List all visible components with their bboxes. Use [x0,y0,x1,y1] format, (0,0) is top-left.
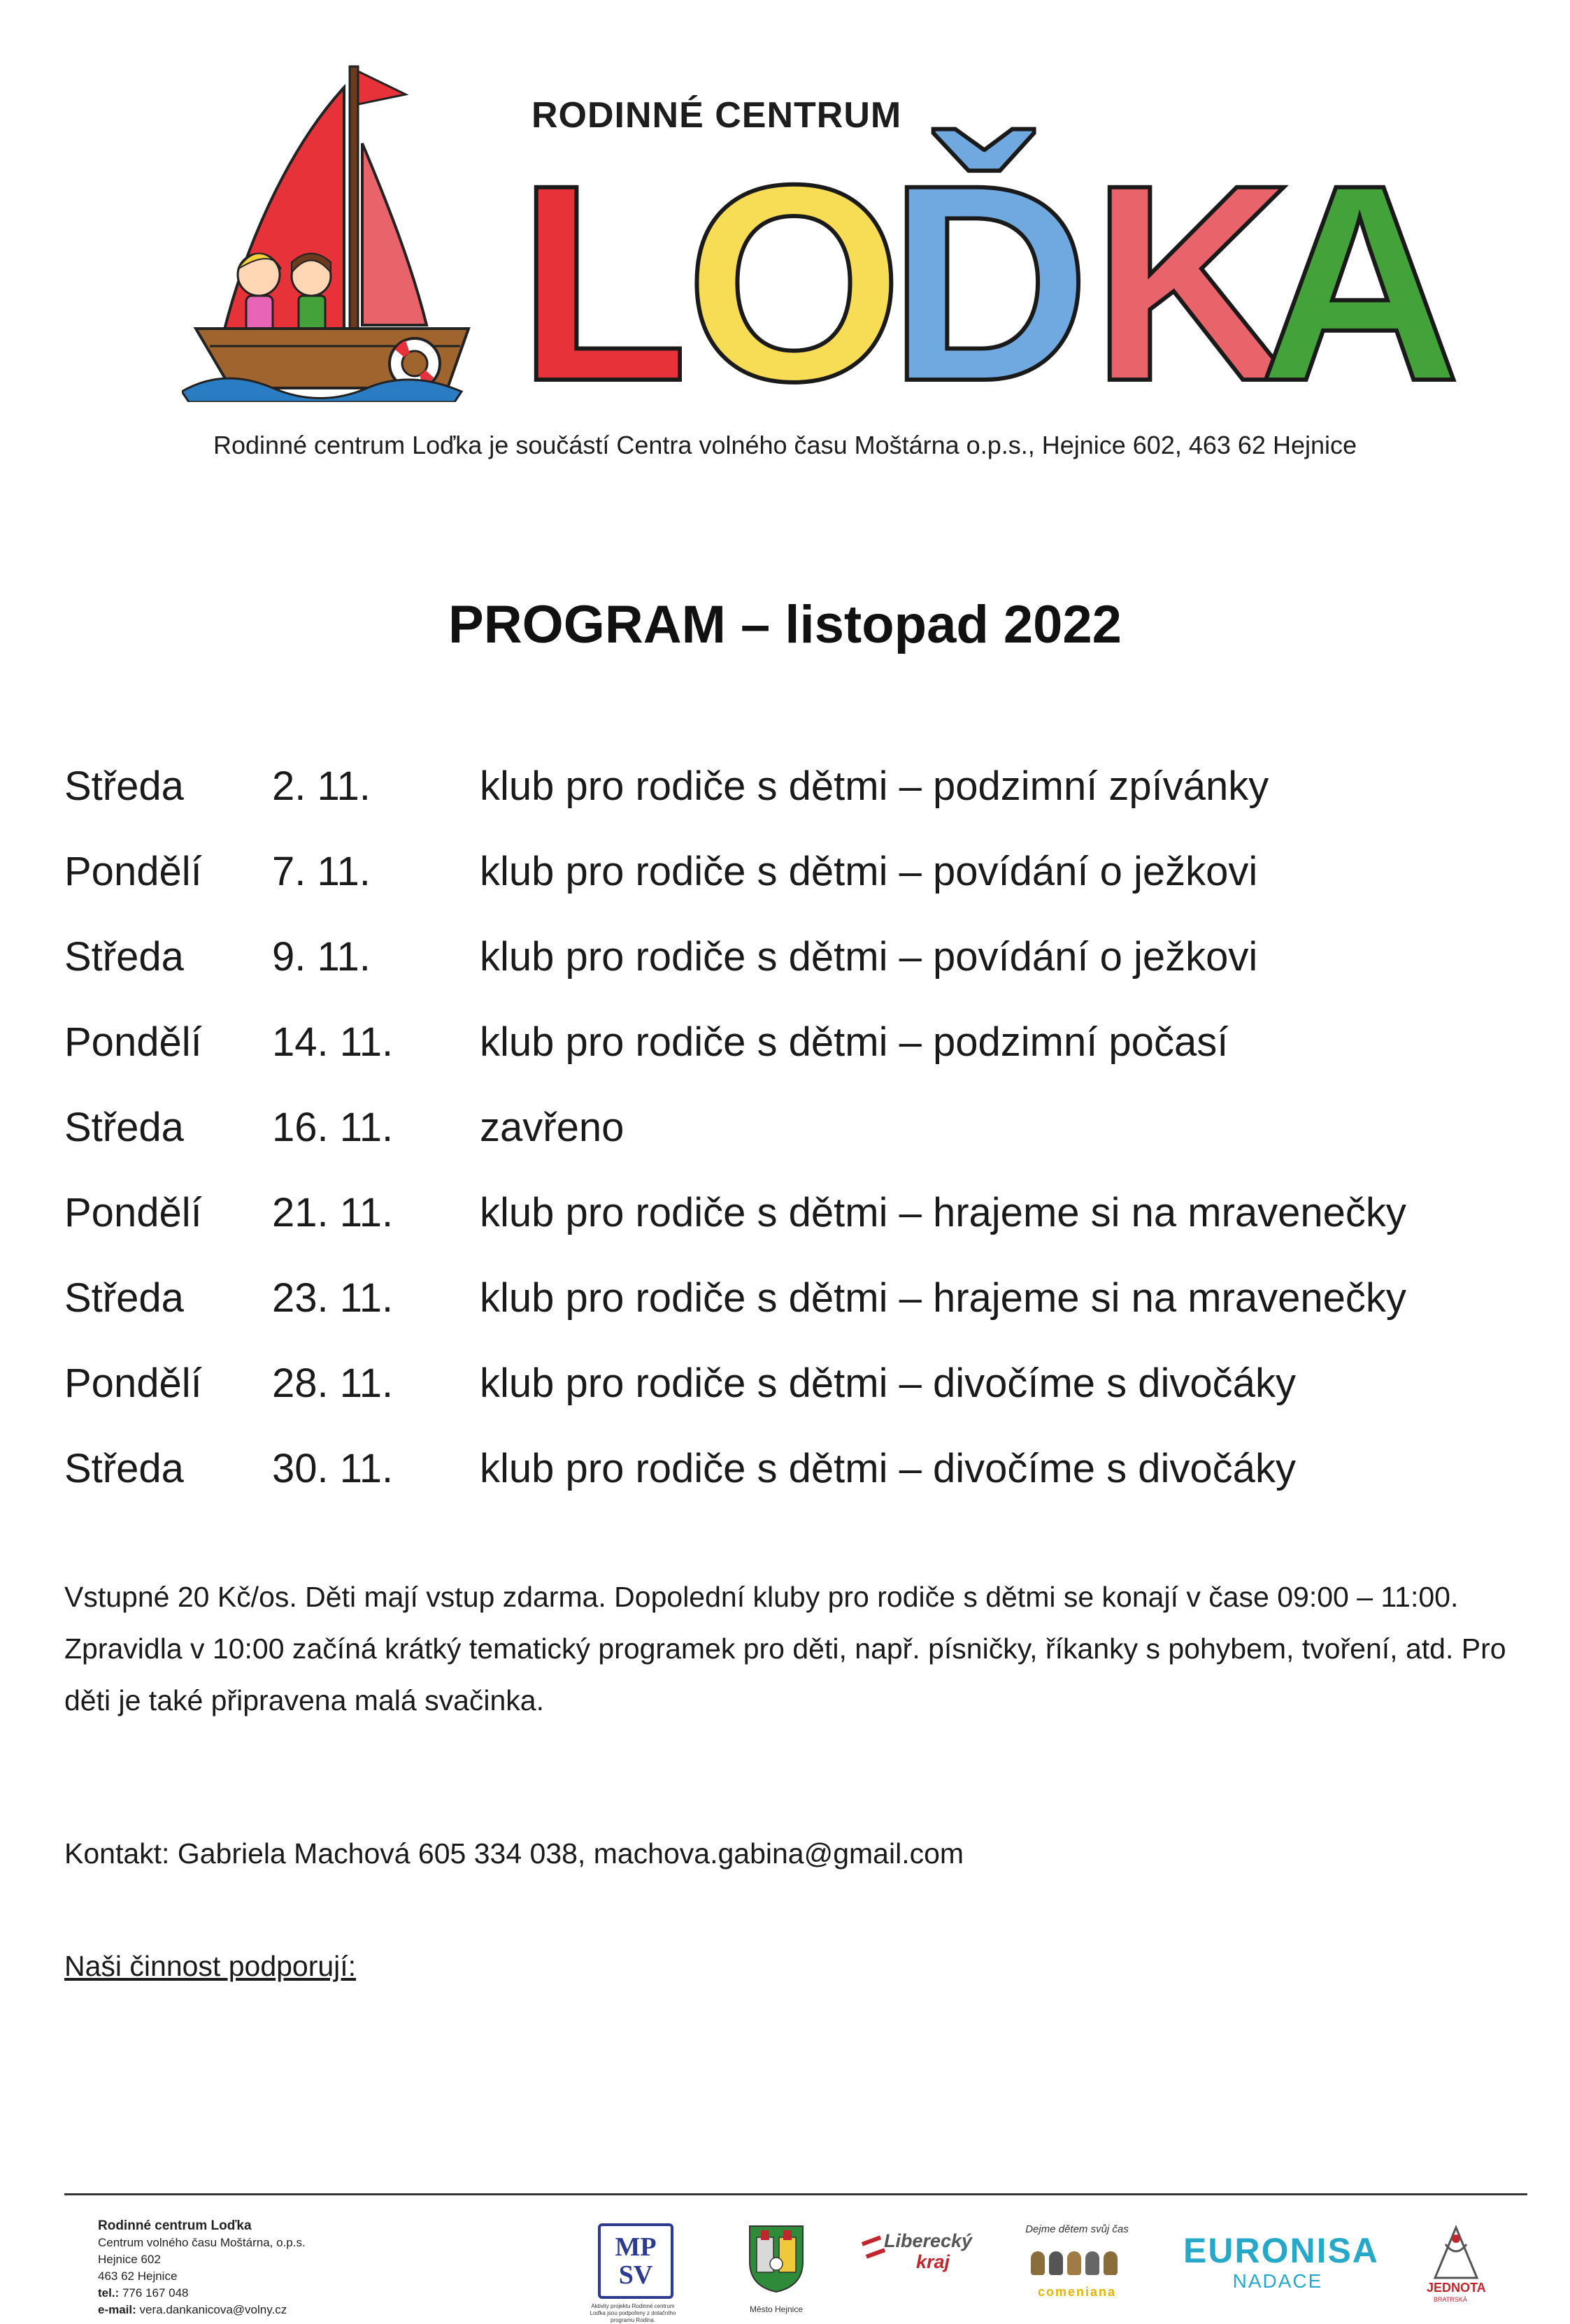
contact-line: Kontakt: Gabriela Machová 605 334 038, machova.gabina@gmail.com [64,1837,964,1870]
footer-phone-label: tel.: [98,2286,120,2300]
schedule-description: klub pro rodiče s dětmi – povídání o ježkovi [480,849,1258,894]
schedule-day: Pondělí [64,1019,202,1065]
brand-letter: L [518,127,689,439]
comeniana-name: comeniana [1037,2285,1117,2299]
schedule-date: 28. 11. [272,1361,394,1406]
footer-email-value: vera.dankanicova@volny.cz [139,2303,287,2316]
schedule-description: klub pro rodiče s dětmi – divočíme s divočáky [480,1361,1296,1406]
schedule-description: zavřeno [480,1105,625,1150]
hejnice-label: Město Hejnice [749,2304,804,2314]
jednota-emblem-icon [1421,2223,1491,2282]
hejnice-coat-of-arms-icon [747,2223,806,2293]
sponsor-logos [0,2223,1570,2321]
euronisa-subtitle: NADACE [1232,2270,1323,2292]
schedule-day: Středa [64,1105,184,1150]
schedule-date: 7. 11. [272,849,371,894]
brand-letter: O [685,127,904,439]
page-title: PROGRAM – listopad 2022 [448,595,1122,654]
schedule-description: klub pro rodiče s dětmi – divočíme s divočáky [480,1446,1296,1491]
liberecky-kraj-text: kraj [916,2251,950,2272]
brand-letter: A [1259,127,1461,439]
footer-org-name: Rodinné centrum Loďka [98,2218,252,2233]
schedule-description: klub pro rodiče s dětmi – podzimní zpívánky [480,763,1269,809]
jednota-subtitle: BRATRSKÁ [1434,2296,1467,2303]
schedule-row [64,840,1533,926]
schedule-date: 21. 11. [272,1190,394,1235]
schedule-day: Středa [64,1275,184,1321]
mpsv-logo-top: MP [615,2232,657,2262]
info-paragraph: Vstupné 20 Kč/os. Děti mají vstup zdarma. Dopolední kluby pro rodiče s dětmi se konají v čase 09:00 – 11:00. Zpravidla v 10:00 začíná krátký tematický programek pro děti, např. písničky, říkanky s pohybem, tvoření, atd. Pro děti je také připravena malá svačinka. [64,1581,1506,1716]
schedule-row [64,1182,1533,1267]
euronisa-logo [1183,2231,1379,2302]
schedule-description: klub pro rodiče s dětmi – podzimní počasí [480,1019,1229,1065]
schedule-date: 14. 11. [272,1019,394,1065]
schedule-day: Středa [64,1446,184,1491]
comeniana-slogan: Dejme dětem svůj čas [1025,2223,1129,2235]
footer-phone-value: 776 167 048 [122,2286,189,2300]
jednota-name: JEDNOTA [1427,2281,1486,2295]
mpsv-logo [598,2223,673,2299]
schedule-row [64,1437,1533,1523]
children-figures-icon [1031,2251,1122,2279]
mpsv-note: Aktivity projektu Rodinné centrum Loďka jsou podpořeny z dotačního programu Rodina. [590,2303,676,2323]
schedule-day: Středa [64,763,184,809]
schedule-date: 16. 11. [272,1105,394,1150]
support-heading: Naši činnost podporují: [64,1950,357,1982]
schedule-row [64,755,1533,840]
liberecky-kraj-text: Liberecký [884,2230,973,2251]
schedule-list [64,755,1533,1523]
schedule-date: 2. 11. [272,763,371,809]
liberecky-kraj-stripe-icon [866,2248,885,2258]
schedule-row [64,1352,1533,1437]
schedule-day: Pondělí [64,849,202,894]
brand-wordmark [518,127,1461,439]
schedule-row [64,1011,1533,1096]
boat-logo-icon [182,38,476,402]
footer-email-label: e-mail: [98,2303,136,2316]
euronisa-name: EURONISA [1183,2231,1379,2270]
jednota-logo [1421,2223,1491,2307]
schedule-date: 30. 11. [272,1446,394,1491]
schedule-row [64,1096,1533,1182]
schedule-description: klub pro rodiče s dětmi – hrajeme si na mravenečky [480,1190,1406,1235]
footer-org-line: Centrum volného času Moštárna, o.p.s. [98,2236,306,2249]
brand-letter: K [1091,127,1293,439]
schedule-day: Pondělí [64,1361,202,1406]
schedule-description: klub pro rodiče s dětmi – hrajeme si na mravenečky [480,1275,1406,1321]
schedule-row [64,926,1533,1011]
footer-city: 463 62 Hejnice [98,2269,178,2283]
footer-divider [64,2193,1527,2195]
organization-info: Rodinné centrum Loďka je součástí Centra volného času Moštárna o.p.s., Hejnice 602, 463 62 Hejnice [213,431,1357,459]
footer-street: Hejnice 602 [98,2253,161,2266]
mpsv-logo-bottom: SV [618,2260,653,2290]
comeniana-logo [1014,2223,1140,2307]
schedule-description: klub pro rodiče s dětmi – povídání o ježkovi [480,934,1258,980]
liberecky-kraj-logo [862,2230,973,2279]
logo [182,38,1461,439]
schedule-date: 23. 11. [272,1275,394,1321]
schedule-day: Pondělí [64,1190,202,1235]
liberecky-kraj-stripe-icon [862,2235,881,2246]
schedule-day: Středa [64,934,184,980]
schedule-date: 9. 11. [272,934,371,980]
schedule-row [64,1267,1533,1352]
brand-subtitle: RODINNÉ CENTRUM [531,95,902,136]
brand-letter: Ď [888,127,1090,439]
